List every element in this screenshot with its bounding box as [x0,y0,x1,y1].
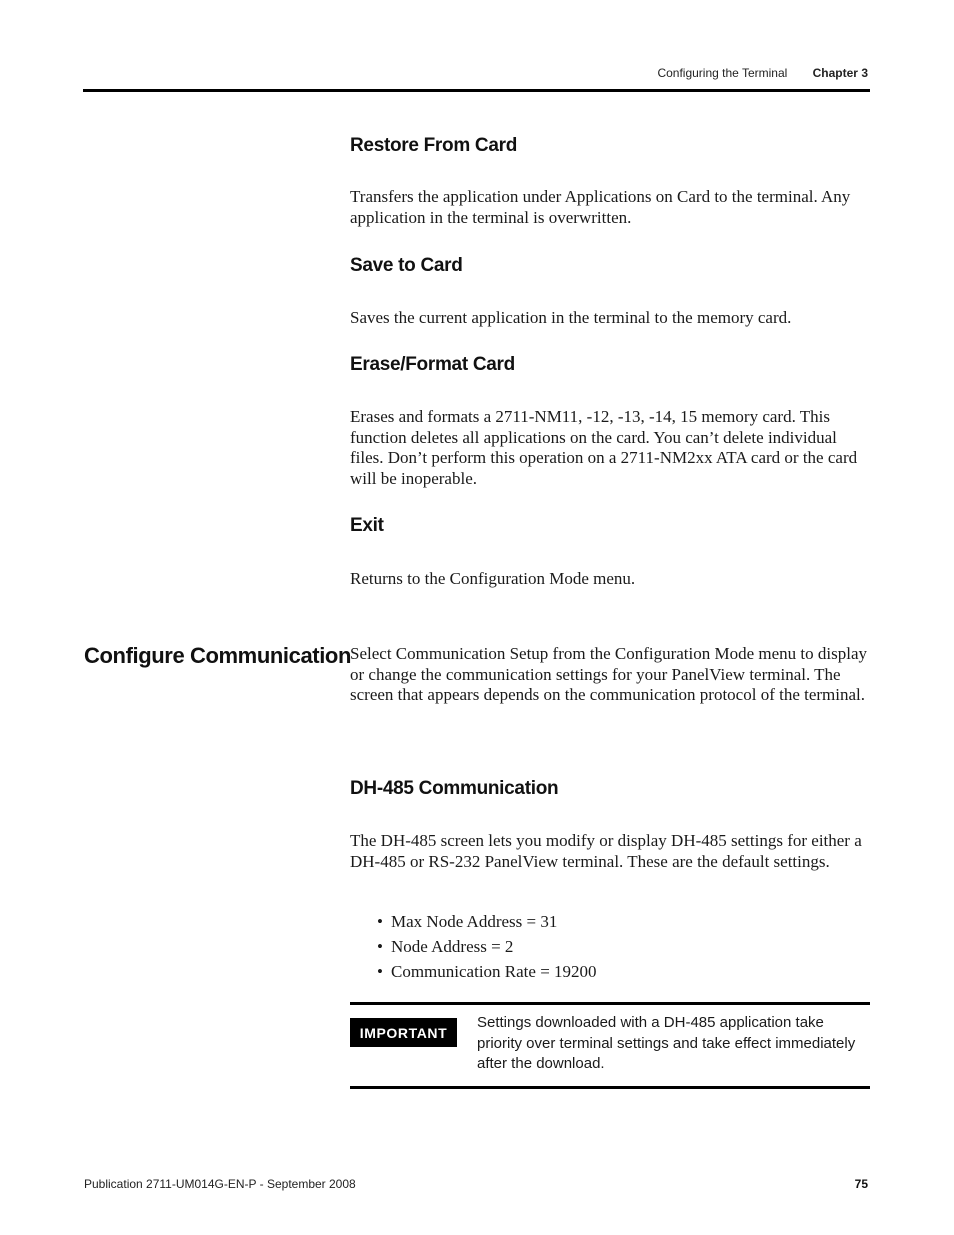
heading-restore-from-card: Restore From Card [350,135,517,156]
paragraph-save-to-card: Saves the current application in the terminal to the memory card. [350,308,792,327]
list-item: • Node Address = 2 [377,936,597,961]
heading-exit: Exit [350,515,384,536]
heading-erase-format-card: Erase/Format Card [350,354,515,375]
heading-save-to-card: Save to Card [350,255,463,276]
heading-configure-communication: Configure Communication [84,643,352,668]
important-note-text: Settings downloaded with a DH-485 application take priority over terminal settings and take effect immediately after the download. [477,1014,856,1072]
paragraph-exit: Returns to the Configuration Mode menu. [350,569,636,588]
list-item: • Communication Rate = 19200 [377,961,597,986]
paragraph-erase-format-card: Erases and formats a 2711-NM11, -12, -13, -14, 15 memory card. This function deletes all applications on the card. You can’t delete individual files. Don’t perform this operation on a 2711-NM2xx ATA card or the card will be inoperable. [350,407,858,488]
default-settings-list [377,911,597,986]
important-top-rule [350,1002,870,1005]
paragraph-configure-communication: Select Communication Setup from the Configuration Mode menu to display or change the communication settings for your PanelView terminal. The screen that appears depends on the communication protocol of the terminal. [350,644,868,704]
publication-footer: Publication 2711-UM014G-EN-P - September 2008 [84,1177,356,1191]
paragraph-restore-from-card: Transfers the application under Applications on Card to the terminal. Any application in the terminal is overwritten. [350,187,851,227]
header-chapter: Chapter 3 [812,66,868,80]
important-badge: IMPORTANT [350,1018,457,1047]
header-rule [83,89,870,92]
page-number: 75 [854,1177,868,1191]
paragraph-dh485-communication: The DH-485 screen lets you modify or display DH-485 settings for either a DH-485 or RS-232 PanelView terminal. These are the default settings. [350,831,862,871]
list-item: • Max Node Address = 31 [377,911,597,936]
heading-dh485-communication: DH-485 Communication [350,778,559,799]
running-header [657,66,868,80]
header-section-title: Configuring the Terminal [657,66,788,80]
important-bottom-rule [350,1086,870,1089]
